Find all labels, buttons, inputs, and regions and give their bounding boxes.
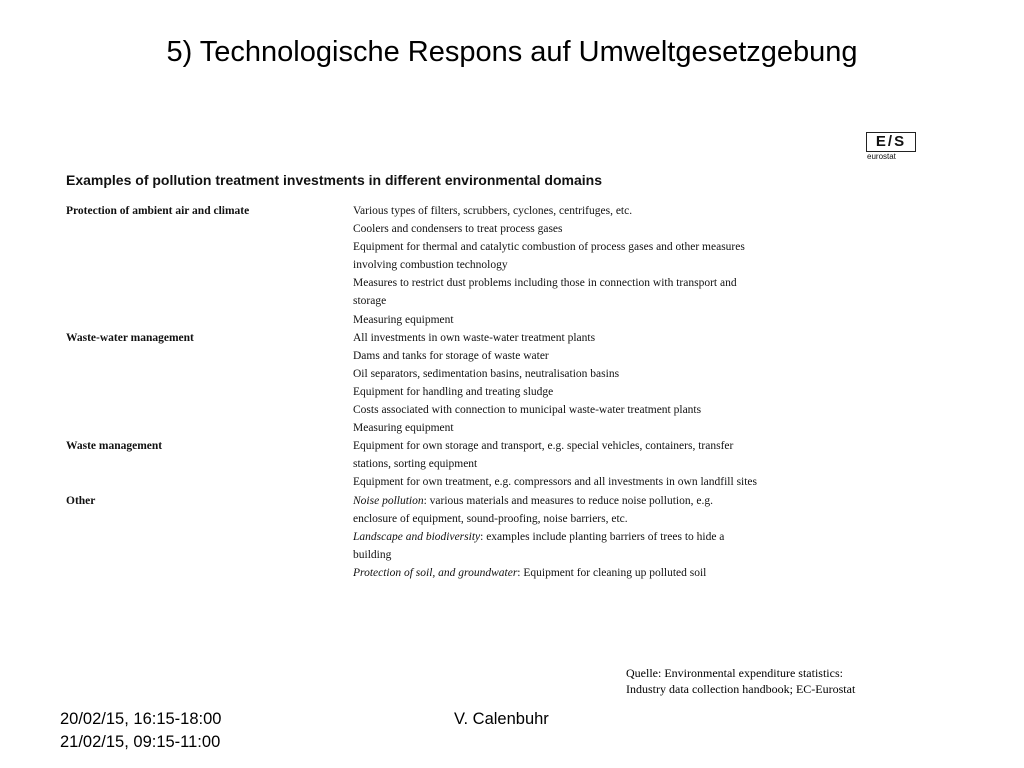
domain-item-text: stations, sorting equipment (353, 458, 478, 471)
domain-item (353, 329, 896, 347)
domain-item (353, 202, 896, 220)
source-citation (626, 665, 855, 697)
domain-item-text: : examples include planting barriers of trees to hide a (480, 530, 725, 543)
domains-table (66, 202, 896, 582)
domain-item-category: Noise pollution (353, 494, 424, 507)
domain-row (66, 437, 896, 491)
domain-item (353, 347, 896, 365)
eurostat-logo-mark: E/S (866, 132, 916, 152)
footer-author: V. Calenbuhr (454, 710, 549, 728)
domain-item (353, 528, 896, 546)
domain-item (353, 546, 896, 564)
domain-item (353, 365, 896, 383)
domain-item-category: Landscape and biodiversity (353, 530, 481, 543)
domain-item-text: Various types of filters, scrubbers, cyclones, centrifuges, etc. (353, 205, 633, 217)
domain-item-text: All investments in own waste-water treatment plants (353, 331, 596, 344)
domain-item-text: Equipment for handling and treating sludge (353, 385, 554, 398)
domain-items (353, 202, 896, 329)
domain-item-text: Measuring equipment (353, 313, 454, 326)
domain-item (353, 220, 896, 238)
domain-label: Other (66, 494, 96, 507)
slide-title: 5) Technologische Respons auf Umweltgesetzgebung (166, 36, 858, 68)
domain-item-text: Dams and tanks for storage of waste water (353, 349, 549, 362)
eurostat-logo-text: eurostat (867, 152, 896, 161)
domain-row (66, 492, 896, 582)
domain-item-text: Measures to restrict dust problems including those in connection with transport and (353, 277, 737, 290)
domain-item (353, 419, 896, 437)
footer-date-line-1: 20/02/15, 16:15-18:00 (60, 710, 222, 728)
domain-item-text: Costs associated with connection to municipal waste-water treatment plants (353, 404, 702, 417)
domain-label: Protection of ambient air and climate (66, 205, 250, 217)
domain-item-text: Measuring equipment (353, 422, 454, 435)
eurostat-logo (866, 132, 916, 160)
domain-row (66, 329, 896, 438)
table-title: Examples of pollution treatment investments in different environmental domains (66, 172, 602, 188)
source-line-1: Quelle: Environmental expenditure statistics: (626, 666, 843, 680)
domain-item (353, 473, 896, 491)
domain-label: Waste management (66, 440, 163, 453)
domain-item-text: Oil separators, sedimentation basins, neutralisation basins (353, 367, 620, 380)
domain-item-text: Coolers and condensers to treat process gases (353, 223, 563, 236)
domain-item-text: : Equipment for cleaning up polluted soil (517, 566, 707, 579)
domain-items (353, 492, 896, 582)
domain-item-text: Equipment for own storage and transport, e.g. special vehicles, containers, transfer (353, 440, 734, 453)
domain-item-text: enclosure of equipment, sound-proofing, noise barriers, etc. (353, 512, 628, 525)
domain-item (353, 292, 896, 310)
domain-item (353, 311, 896, 329)
source-line-2: Industry data collection handbook; EC-Eurostat (626, 682, 856, 696)
domain-item (353, 401, 896, 419)
footer-date-line-2: 21/02/15, 09:15-11:00 (60, 733, 221, 751)
domain-item (353, 455, 896, 473)
domain-items (353, 437, 896, 491)
domain-item-text: Equipment for thermal and catalytic combustion of process gases and other measures (353, 241, 745, 254)
domain-item-text: building (353, 548, 392, 561)
domain-item-text: Equipment for own treatment, e.g. compressors and all investments in own landfill sites (353, 476, 758, 489)
domain-item-text: storage (353, 295, 387, 308)
domain-item-text: involving combustion technology (353, 259, 508, 272)
domain-item-category: Protection of soil, and groundwater (353, 566, 518, 579)
domain-item (353, 437, 896, 455)
footer-dates (60, 708, 221, 754)
domain-item (353, 564, 896, 582)
domain-item (353, 274, 896, 292)
domain-item-text: : various materials and measures to reduce noise pollution, e.g. (423, 494, 713, 507)
domain-item (353, 256, 896, 274)
domain-label: Waste-water management (66, 331, 194, 344)
domain-item (353, 510, 896, 528)
domain-item (353, 492, 896, 510)
domain-items (353, 329, 896, 438)
domain-row (66, 202, 896, 329)
domain-item (353, 383, 896, 401)
domain-item (353, 238, 896, 256)
